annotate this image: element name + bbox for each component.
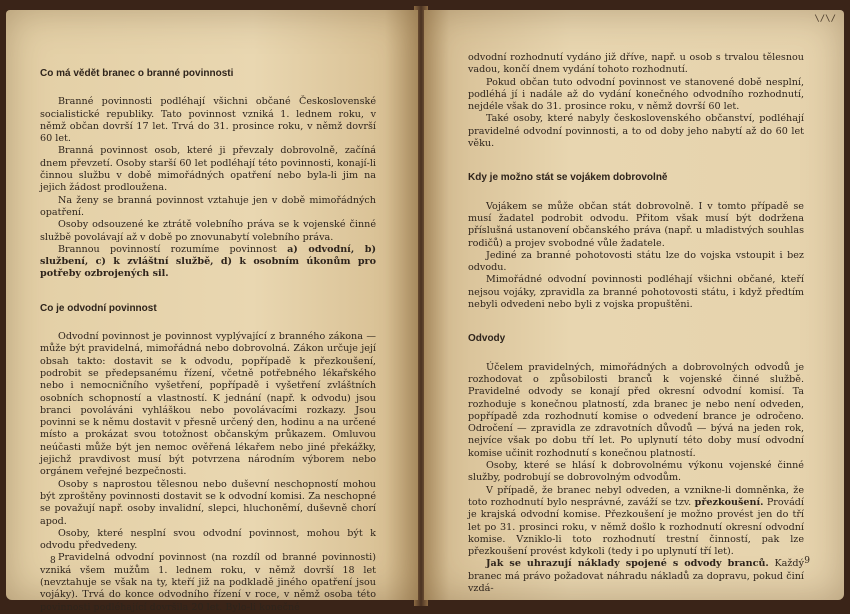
left-page-content [40,54,376,614]
section-heading: Co je odvodní povinnost [40,302,157,314]
paragraph: Účelem pravidelných, mimořádných a dobrovolných odvodů je rozhodovat o způsobilosti branců k vojenské činné službě. Pravidelné odvody se konají před okresní odvodní komisí. Ta rozhoduje s konečnou platností, zda branec je nebo není odveden, popřípadě zda rozhodnutí komise o odvedení brance je odročeno. Odročení — zpravidla ze zdravotních důvodů — bývá na jeden rok, nejvíce však po dobu tří let. Po uplynutí této doby musí odvodní komise učinit rozhodnutí s konečnou platností. [468,361,804,459]
paragraph-bold-text: Jak se uhrazují náklady spojené s odvody branců. [486,558,769,570]
paragraph: Odvodní povinnost je povinnost vyplývající z branného zákona — může být pravidelná, mimořádná nebo dobrovolná. Zákon určuje její obsah takto: dostavit se k odvodu, popřípadě k přezkoušení, podrobit se předepsanému řízení, včetně potřebného lékařského nebo i nemocničního vyšetření, popřípadě i vyšetření zvláštních osobních schopností a vlastností. K jednání (např. k odvodu) jsou branci povoláváni vyhláškou nebo povolávacími rozkazy. Jsou povinni se k němu dostavit v přesně určený den, hodinu a na určené místo a prokázat svou totožnost občanským průkazem. Omluvou neúčasti může být jen nemoc ověřená lékařem nebo jiné překážky, jejichž pravdivost musí být potvrzena národním výborem nebo orgánem veřejné bezpečnosti. [40,331,376,478]
paragraph [468,558,804,595]
paragraph: Osoby s naprostou tělesnou nebo duševní neschopností mohou být zproštěny povinnosti dostavit se k odvodní komisi. Za neschopné se považují např. osoby invalidní, slepci, hluchoněmí, duševně chorí apod. [40,478,376,527]
paragraph [468,485,804,559]
corner-mark: \/\/ [814,14,836,24]
paragraph: Pravidelná odvodní povinnost (na rozdíl od branné povinnosti) vzniká všem mužům 1. lednem roku, v němž dovrší 18 let (nevztahuje se však na ty, kteří již na podkladě jiného opatření jsou vojáky). Trvá do konce odvodního řízení v roce, v němž osoba této povinnosti podléhající dovršila 20 let. Bylo-li konečné [40,552,376,613]
paragraph: Také osoby, které nabyly československého občanství, podléhají pravidelné odvodní povinnosti, a to od doby jeho nabytí až do 60 let věku. [468,113,804,150]
paragraph-bold-text: přezkoušení. [694,496,764,508]
paragraph: Branná povinnost osob, které ji převzaly dobrovolně, začíná dnem převzetí. Osoby starší 60 let podléhají této povinnosti, konají-li činnou službu v době mimořádných opatření nebo byla-li jim na jejich žádost prodloužena. [40,145,376,194]
paragraph-text: Brannou povinností rozumíme povinnost [58,243,288,255]
paragraph-bold-text: a) odvodní, b) službení, c) k zvláštní službě, d) k osobním úkonům pro potřeby ozbrojených sil. [40,243,376,280]
paragraph: Jediné za branné pohotovosti státu lze do vojska vstoupit i bez odvodu. [468,249,804,274]
left-page [6,10,418,613]
right-page [424,10,844,600]
page-number: 8 [50,556,56,566]
paragraph: Osoby, které se hlásí k dobrovolnému výkonu vojenské činné služby, podrobují se dobrovolným odvodům. [468,460,804,484]
page-number: 9 [804,556,810,566]
section-heading: Odvody [468,333,506,345]
paragraph: Vojákem se může občan stát dobrovolně. I v tomto případě se musí žadatel podrobit odvodu. Přitom však musí být dodržena příslušná ustanovení občanského práva (např. u mladistvých souhlas rodičů) a projev svobodné vůle žadatele. [468,200,804,249]
paragraph: Osoby odsouzené ke ztrátě volebního práva se k vojenské činné službě povolávají až v době po znovunabytí volebního práva. [40,219,376,243]
paragraph-text: Provádí je krajská odvodní komise. Přezkoušení je možno provést jen do tří let po 31. prosinci roku, v němž došlo k rozhodnutí okresní odvodní komise. Vzniklo-li toto rozhodnutí trestní činností, pak lze přezkoušení provést kdykoli (tedy i po uplynutí tří let). [468,496,804,558]
paragraph [40,244,376,281]
section-heading: Co má vědět branec o branné povinnosti [40,68,234,79]
paragraph: odvodní rozhodnutí vydáno již dříve, např. u osob s trvalou tělesnou vadou, končí dnem vydání tohoto rozhodnutí. [468,52,804,76]
paragraph: Na ženy se branná povinnost vztahuje jen v době mimořádných opatření. [40,194,376,218]
paragraph: Branné povinnosti podléhají všichni občané Československé socialistické republiky. Tato povinnost vzniká 1. lednem roku, v němž občan dovrší 17 let. Trvá do 31. prosince roku, v němž dovrší 60 let. [40,96,376,145]
section-heading: Kdy je možno stát se vojákem dobrovolně [468,172,668,184]
paragraph: Pokud občan tuto odvodní povinnost ve stanovené době nesplní, podléhá jí i nadále až do vydání konečného odvodního rozhodnutí, nejdéle však do 31. prosince roku, v němž dovrší 60 let. [468,76,804,113]
paragraph: Mimořádné odvodní povinnosti podléhají všichni občané, kteří nejsou vojáky, zpravidla za branné pohotovosti státu, i když předtím nebyli odvedeni nebo byli z vojska propuštěni. [468,274,804,311]
paragraph: Osoby, které nesplní svou odvodní povinnost, mohou být k odvodu předvedeny. [40,527,376,552]
right-page-content [468,52,804,595]
paragraph-text: V případě, že branec nebyl odveden, a vznikne-li domněnka, že toto rozhodnutí bylo nesprávné, zaváží se tzv. [468,484,804,508]
paragraph-text: Každý branec má právo požadovat náhradu nákladů za dopravu, pokud činí vzdá- [468,558,804,594]
